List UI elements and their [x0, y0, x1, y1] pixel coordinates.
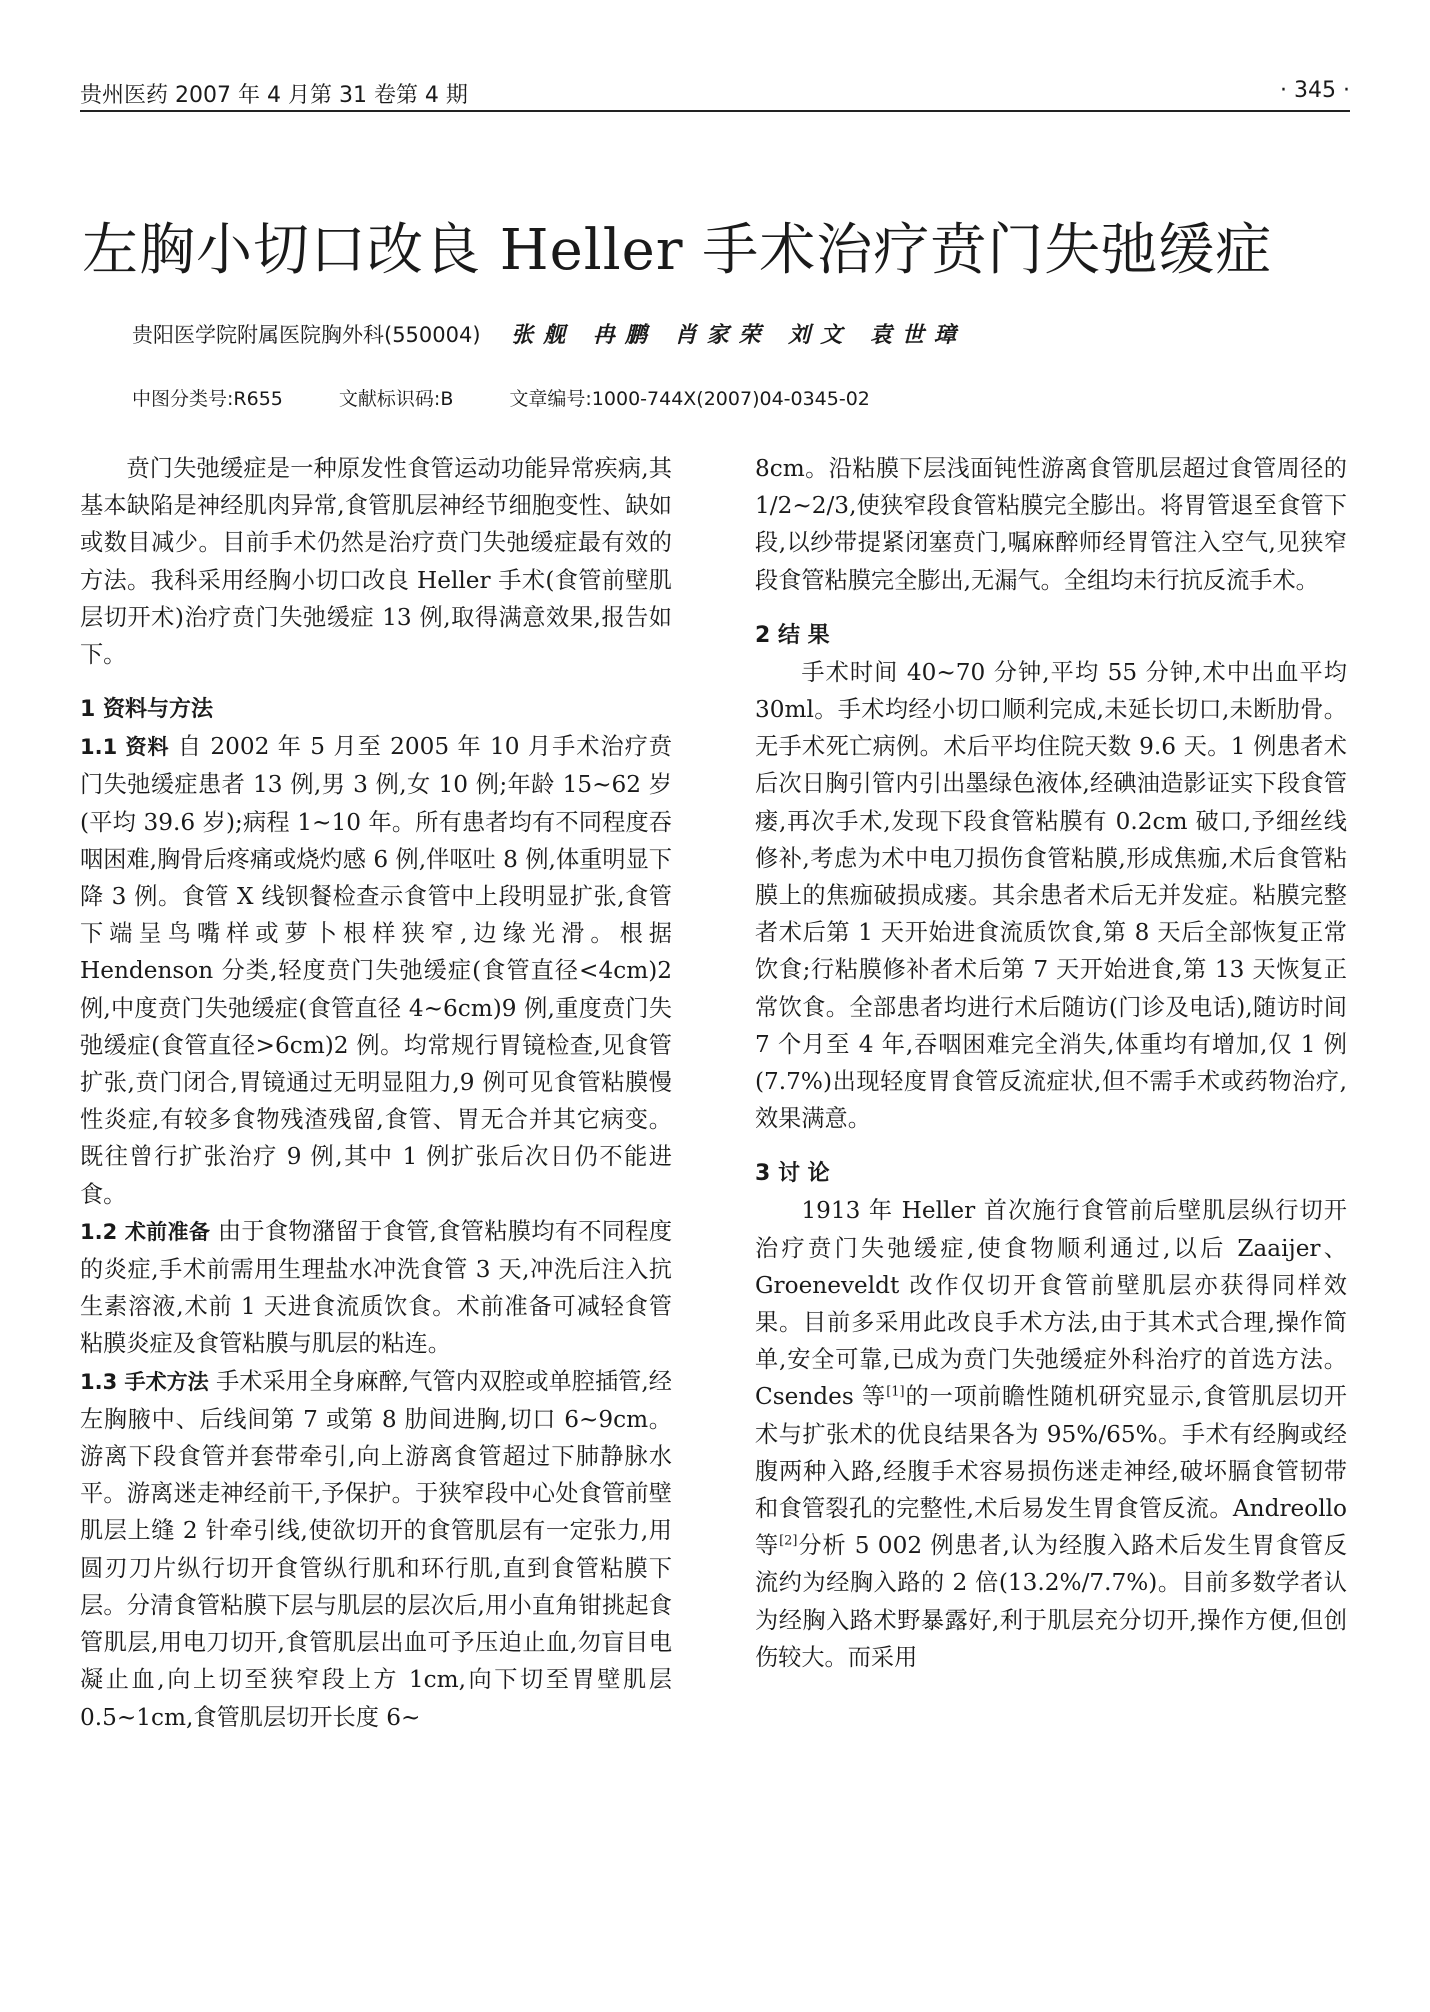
discussion-text-c: 分析 5 002 例患者,认为经腹入路术后发生胃食管反流约为经胸入路的 2 倍(13.2%/7.7%)。目前多数学者认为经胸入路术野暴露好,利于肌层充分切开,操作方便,但创伤较大。而采用: [755, 1532, 1347, 1671]
section-1-1-text: 自 2002 年 5 月至 2005 年 10 月手术治疗贲门失弛缓症患者 13 例,男 3 例,女 10 例;年龄 15~62 岁(平均 39.6 岁);病程 1~10 年。所有患者均有不同程度吞咽困难,胸骨后疼痛或烧灼感 6 例,伴呕吐 8 例,体重明显下降 3 例。食管 X 线钡餐检查示食管中上段明显扩张,食管下端呈鸟嘴样或萝卜根样狭窄,边缘光滑。根据 Hendenson 分类,轻度贲门失弛缓症(食管直径<4cm)2 例,中度贲门失弛缓症(食管直径 4~6cm)9 例,重度贲门失弛缓症(食管直径>6cm)2 例。均常规行胃镜检查,见食管扩张,贲门闭合,胃镜通过无明显阻力,9 例可见食管粘膜慢性炎症,有较多食物残渣残留,食管、胃无合并其它病变。既往曾行扩张治疗 9 例,其中 1 例扩张后次日仍不能进食。: [80, 733, 672, 1208]
authors: 张舰 冉鹏 肖家荣 刘文 袁世璋: [511, 323, 966, 348]
document-code: 文献标识码:B: [338, 388, 454, 410]
results-paragraph: 手术时间 40~70 分钟,平均 55 分钟,术中出血平均 30ml。手术均经小切口顺利完成,未延长切口,未断肋骨。无手术死亡病例。术后平均住院天数 9.6 天。1 例患者术后次日胸引管内引出墨绿色液体,经碘油造影证实下段食管瘘,再次手术,发现下段食管粘膜有 0.2cm 破口,予细丝线修补,考虑为术中电刀损伤食管粘膜,形成焦痂,术后食管粘膜上的焦痂破损成瘘。其余患者术后无并发症。粘膜完整者术后第 1 天开始进食流质饮食,第 8 天后全部恢复正常饮食;行粘膜修补者术后第 7 天开始进食,第 13 天恢复正常饮食。全部患者均进行术后随访(门诊及电话),随访时间 7 个月至 4 年,吞咽困难完全消失,体重均有增加,仅 1 例(7.7%)出现轻度胃食管反流症状,但不需手术或药物治疗,效果满意。: [755, 658, 1347, 1133]
classification-line: [132, 384, 1332, 411]
page-number: · 345 ·: [1280, 78, 1350, 103]
reference-1[interactable]: [1]: [886, 1384, 905, 1400]
section-1-2: [80, 1213, 672, 1363]
discussion-text-b: 的一项前瞻性随机研究显示,食管肌层切开术与扩张术的优良结果各为 95%/65%。手术有经胸或经腹两种入路,经腹手术容易损伤迷走神经,破坏膈食管韧带和食管裂孔的完整性,术后易发生胃食管反流。Andreollo 等: [755, 1383, 1347, 1560]
section-1-3-text: 手术采用全身麻醉,气管内双腔或单腔插管,经左胸腋中、后线间第 7 或第 8 肋间进胸,切口 6~9cm。游离下段食管并套带牵引,向上游离食管超过下肺静脉水平。游离迷走神经前干,予保护。于狭窄段中心处食管前壁肌层上缝 2 针牵引线,使欲切开的食管肌层有一定张力,用圆刃刀片纵行切开食管纵行肌和环行肌,直到食管粘膜下层。分清食管粘膜下层与肌层的层次后,用小直角钳挑起食管肌层,用电刀切开,食管肌层出血可予压迫止血,勿盲目电凝止血,向上切至狭窄段上方 1cm,向下切至胃壁肌层 0.5~1cm,食管肌层切开长度 6~: [80, 1367, 672, 1731]
article-number: 文章编号:1000-744X(2007)04-0345-02: [509, 388, 870, 410]
section-1-heading: 1 资料与方法: [80, 697, 213, 723]
section-1-1: [80, 728, 672, 1213]
left-column: [80, 450, 672, 1736]
clc-number: 中图分类号:R655: [132, 388, 283, 410]
reference-2[interactable]: [2]: [779, 1533, 798, 1549]
section-1-3-continued: 8cm。沿粘膜下层浅面钝性游离食管肌层超过食管周径的 1/2~2/3,使狭窄段食管粘膜完全膨出。将胃管退至食管下段,以纱带提紧闭塞贲门,嘱麻醉师经胃管注入空气,见狭窄段食管粘膜完全膨出,无漏气。全组均未行抗反流手术。: [755, 455, 1347, 594]
section-1-3: [80, 1363, 672, 1736]
section-3-heading: 3 讨 论: [755, 1161, 830, 1187]
discussion-text-a: 1913 年 Heller 首次施行食管前后壁肌层纵行切开治疗贲门失弛缓症,使食物顺利通过,以后 Zaaijer、Groeneveldt 改作仅切开食管前壁肌层亦获得同样效果。目前多采用此改良手术方法,由于其术式合理,操作简单,安全可靠,已成为贲门失弛缓症外科治疗的首选方法。Csendes 等: [755, 1197, 1347, 1411]
article-title: 左胸小切口改良 Heller 手术治疗贲门失弛缓症: [82, 218, 1273, 283]
affiliation-line: [132, 318, 1332, 349]
section-1-2-text: 由于食物潴留于食管,食管粘膜均有不同程度的炎症,手术前需用生理盐水冲洗食管 3 天,冲洗后注入抗生素溶液,术前 1 天进食流质饮食。术前准备可减轻食管粘膜炎症及食管粘膜与肌层的粘连。: [80, 1217, 673, 1358]
section-1-3-label: 1.3 手术方法: [80, 1369, 209, 1394]
intro-paragraph: 贲门失弛缓症是一种原发性食管运动功能异常疾病,其基本缺陷是神经肌肉异常,食管肌层神经节细胞变性、缺如或数目减少。目前手术仍然是治疗贲门失弛缓症最有效的方法。我科采用经胸小切口改良 Heller 手术(食管前壁肌层切开术)治疗贲门失弛缓症 13 例,取得满意效果,报告如下。: [80, 455, 672, 669]
journal-info: 贵州医药 2007 年 4 月第 31 卷第 4 期: [80, 83, 468, 108]
affiliation: 贵阳医学院附属医院胸外科(550004): [132, 323, 481, 347]
running-header: [80, 76, 1350, 112]
section-1-1-label: 1.1 资料: [80, 735, 170, 760]
section-2-heading: 2 结 果: [755, 622, 830, 648]
discussion-paragraph: [755, 1192, 1347, 1676]
right-column: [755, 450, 1347, 1676]
section-1-2-label: 1.2 术前准备: [80, 1219, 211, 1244]
